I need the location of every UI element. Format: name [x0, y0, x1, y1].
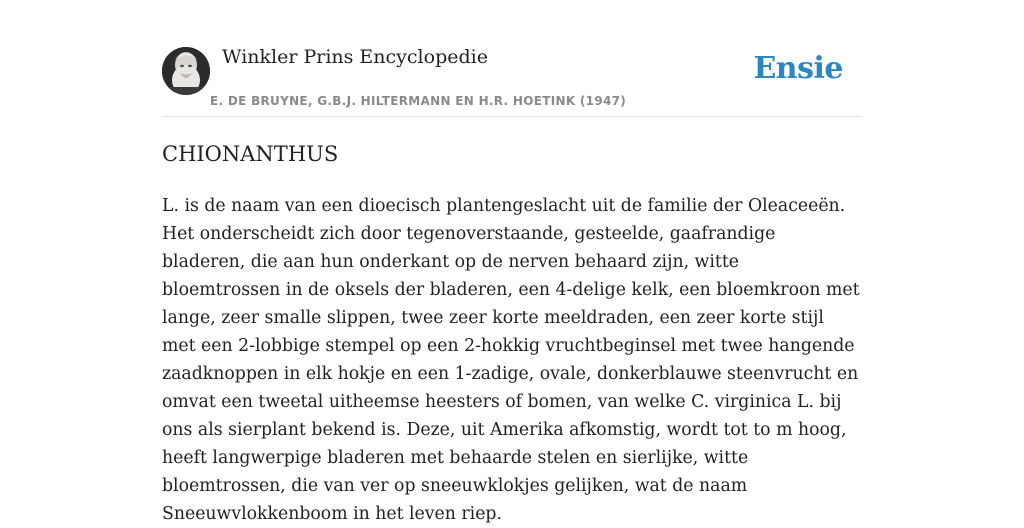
bearded-man-portrait-icon — [162, 47, 210, 95]
brand-logo[interactable]: Ensie — [753, 51, 843, 86]
source-header — [162, 0, 862, 117]
source-authors: E. DE BRUYNE, G.B.J. HILTERMANN EN H.R. HOETINK (1947) — [210, 94, 627, 108]
entry-body: L. is de naam van een dioecisch plantengeslacht uit de familie der Oleaceeën. Het onderscheidt zich door tegenoverstaande, gesteelde, gaafrandige bladeren, die aan hun onderkant op de nerven behaard zijn, witte bloemtrossen in de oksels der bladeren, een 4-delige kelk, een bloemkroon met lange, zeer smalle slippen, twee zeer korte meeldraden, een zeer korte stijl met een 2-lobbige stempel op een 2-hokkig vruchtbeginsel met twee hangende zaadknoppen in elk hokje en een 1-zadige, ovale, donkerblauwe steenvrucht en omvat een tweetal uitheemse heesters of bomen, van welke C. virginica L. bij ons als sierplant bekend is. Deze, uit Amerika afkomstig, wordt tot to m hoog, heeft langwerpige bladeren met behaarde stelen en sierlijke, witte bloemtrossen, die van ver op sneeuwklokjes gelijken, wat de naam Sneeuwvlokkenboom in het leven riep. — [162, 196, 860, 524]
entry-title: CHIONANTHUS — [162, 142, 339, 166]
page — [162, 0, 862, 524]
source-title[interactable]: Winkler Prins Encyclopedie — [222, 46, 488, 68]
avatar[interactable] — [162, 47, 210, 95]
